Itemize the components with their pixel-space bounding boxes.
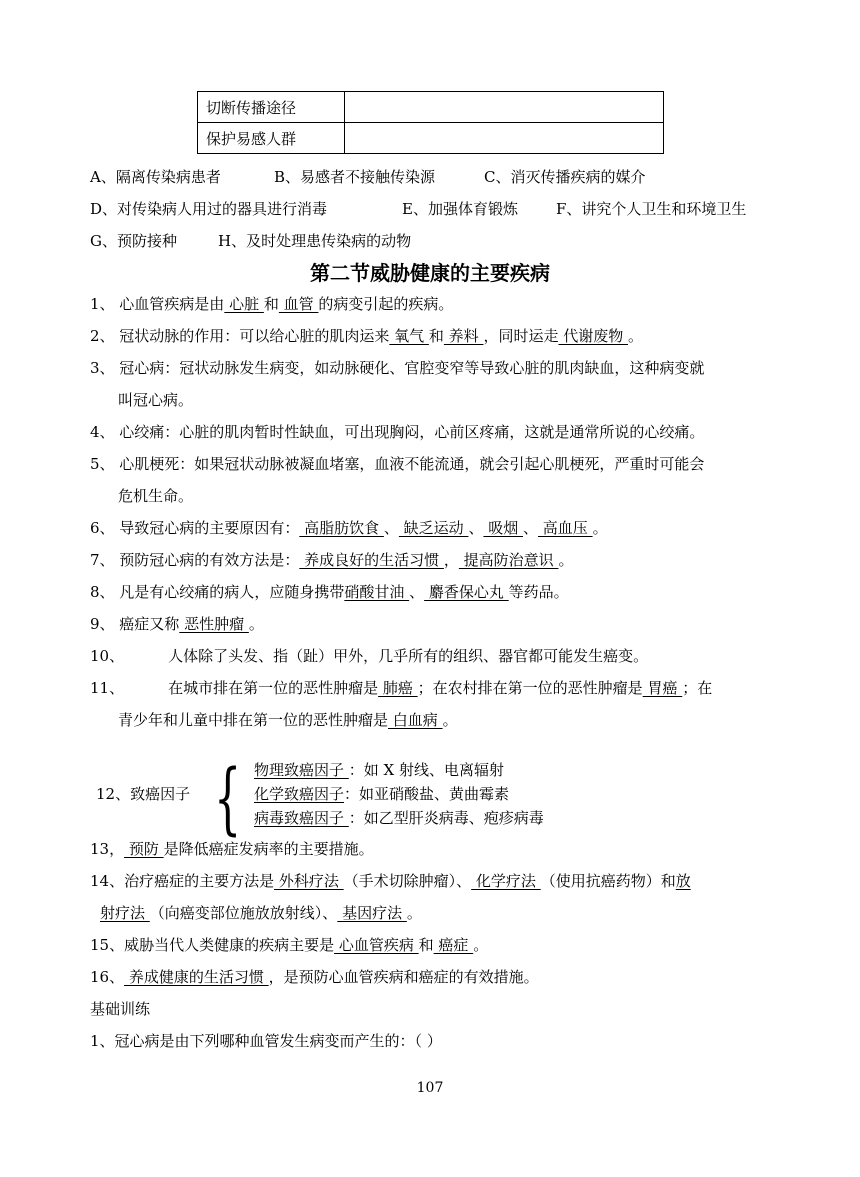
item-3-line2: 叫冠心病。 [118,391,194,409]
section-title: 第二节威胁健康的主要疾病 [310,261,550,285]
item-6: 6、 导致冠心病的主要原因有： 高脂肪饮食 、 缺乏运动 、 吸烟 、 高血压 。 [90,519,608,537]
option-d: D、对传染病人用过的器具进行消毒 [90,200,328,218]
page-number: 107 [416,1080,444,1096]
item-15: 15、威胁当代人类健康的疾病主要是 心血管疾病 和 癌症 。 [90,936,489,954]
item-2: 2、 冠状动脉的作用：可以给心脏的肌肉运来 氧气 和 养料 ，同时运走 代谢废物 。 [90,327,644,345]
item-5-line2: 危机生命。 [118,487,194,505]
item-5-line1: 5、 心肌梗死：如果冠状动脉被凝血堵塞，血液不能流通，就会引起心肌梗死，严重时可能会 [90,455,705,473]
option-a: A、隔离传染病患者 [90,168,221,186]
item-8: 8、 凡是有心绞痛的病人，应随身携带硝酸甘油 、 麝香保心丸 等药品。 [90,583,569,601]
item-1: 1、 心血管疾病是由 心脏 和 血管 的病变引起的疾病。 [90,295,454,313]
option-h: H、及时处理患传染病的动物 [218,232,412,250]
carcinogen-physical: 物理致癌因子 ：如 X 射线、电离辐射 [254,761,504,779]
table-row [198,123,664,154]
option-g: G、预防接种 [90,232,177,250]
item-7: 7、 预防冠心病的有效方法是： 养成良好的生活习惯 ， 提高防治意识 。 [90,551,574,569]
table-cell-label: 保护易感人群 [198,123,345,154]
carcinogen-viral: 病毒致癌因子 ：如乙型肝炎病毒、疱疹病毒 [254,809,544,827]
option-b: B、易感者不接触传染源 [274,168,436,186]
option-e: E、加强体育锻炼 [402,200,518,218]
item-10: 10、 人体除了头发、指（趾）甲外，几乎所有的组织、器官都可能发生癌变。 [90,647,649,665]
item-11-line2: 青少年和儿童中排在第一位的恶性肿瘤是 白血病 。 [118,711,458,729]
item-12-label: 12、致癌因子 [96,785,191,803]
question-1: 1、冠心病是由下列哪种血管发生病变而产生的：（ ） [90,1032,442,1050]
item-9: 9、 癌症又称 恶性肿瘤 。 [90,615,264,633]
curly-brace-icon: { [214,754,242,844]
item-14-line1: 14、治疗癌症的主要方法是 外科疗法 （手术切除肿瘤）、 化学疗法 （使用抗癌药物）和放 [90,872,691,890]
prevention-measures-table [197,91,664,154]
item-16: 16、 养成健康的生活习惯 ，是预防心血管疾病和癌症的有效措施。 [90,968,539,986]
table-cell-value [345,92,664,123]
item-3-line1: 3、 冠心病：冠状动脉发生病变，如动脉硬化、官腔变窄等导致心脏的肌肉缺血，这种病变就 [90,359,705,377]
option-f: F、讲究个人卫生和环境卫生 [556,200,747,218]
table-cell-value [345,123,664,154]
table-row [198,92,664,123]
option-c: C、消灭传播疾病的媒介 [484,168,646,186]
table-cell-label: 切断传播途径 [198,92,345,123]
training-heading: 基础训练 [90,1000,151,1018]
item-14-line2: 射疗法 （向癌变部位施放放射线）、 基因疗法 。 [100,904,422,922]
item-11-line1: 11、 在城市排在第一位的恶性肿瘤是 肺癌 ；在农村排在第一位的恶性肿瘤是 胃癌 ；在 [90,679,713,697]
carcinogen-chemical: 化学致癌因子：如亚硝酸盐、黄曲霉素 [254,785,510,803]
item-13: 13， 预防 是降低癌症发病率的主要措施。 [90,840,374,858]
item-4: 4、 心绞痛：心脏的肌肉暂时性缺血，可出现胸闷，心前区疼痛，这就是通常所说的心绞痛。 [90,423,705,441]
